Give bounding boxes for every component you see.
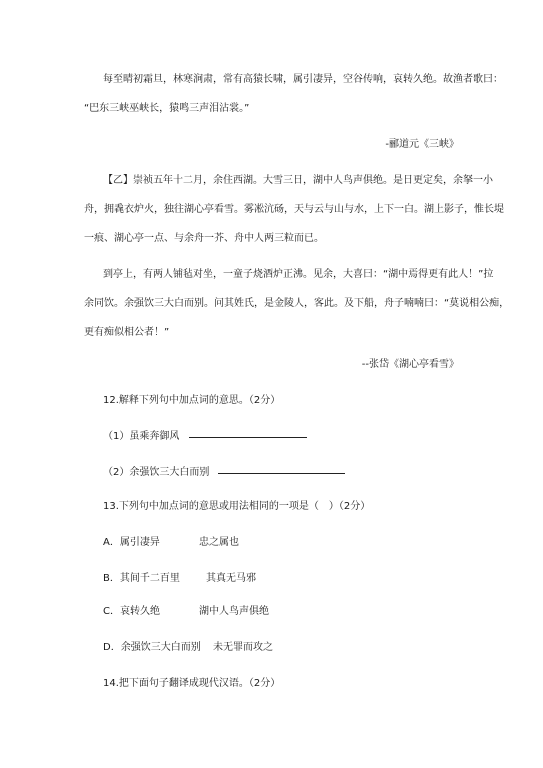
passage-line: “巴东三峡巫峡长，猿鸣三声泪沾裳。” xyxy=(84,103,250,114)
answer-blank[interactable] xyxy=(189,427,307,438)
passage-line: 【乙】崇祯五年十二月，余住西湖。大雪三日，湖中人鸟声俱绝。是日更定矣，余拏一小 xyxy=(103,175,493,186)
option-a-left: A．属引凄异 xyxy=(103,537,160,548)
passage-line: 更有痴似相公者！” xyxy=(84,327,170,338)
passage-line: 每至晴初霜旦，林寒涧肃，常有高猿长啸，属引凄异，空谷传响，哀转久绝。故渔者歌曰： xyxy=(103,74,503,85)
source-attribution: --张岱《湖心亭看雪》 xyxy=(361,359,459,370)
question-14: 14.把下面句子翻译成现代汉语。（2分） xyxy=(103,678,281,689)
answer-blank[interactable] xyxy=(218,463,345,474)
option-b-right: 其真无马邪 xyxy=(206,573,256,584)
question-12-item-1 xyxy=(103,430,179,444)
question-item-text: （1）虽乘奔御风 xyxy=(103,431,180,442)
passage-line: 舟，拥毳衣炉火，独往湖心亭看雪。雾凇沆砀，天与云与山与水，上下一白。湖上影子，惟长堤 xyxy=(84,204,504,215)
option-b xyxy=(103,572,180,586)
option-b-left: B．其间千二百里 xyxy=(103,573,180,584)
passage-line: 一痕、湖心亭一点、与余舟一芥、舟中人两三粒而已。 xyxy=(84,233,324,244)
passage-line: 到亭上，有两人铺毡对坐，一童子烧酒炉正沸。见余，大喜曰：“湖中焉得更有此人！”拉 xyxy=(103,269,494,280)
question-12-item-2 xyxy=(103,466,209,480)
question-13: 13.下列句中加点词的意思或用法相同的一项是（ ）（2分） xyxy=(103,501,371,512)
option-c-left: C．哀转久绝 xyxy=(103,606,160,617)
option-c-right: 湖中人鸟声俱绝 xyxy=(199,606,269,617)
option-a xyxy=(103,536,160,550)
question-12: 12.解释下列句中加点词的意思。（2分） xyxy=(103,395,281,406)
option-a-right: 忠之属也 xyxy=(199,537,239,548)
option-d-left: D．余强饮三大白而别 xyxy=(103,642,201,653)
passage-line: 余同饮。余强饮三大白而别。问其姓氏，是金陵人，客此。及下船，舟子喃喃曰：“莫说相公痴， xyxy=(84,298,510,309)
source-attribution: -郦道元《三峡》 xyxy=(385,139,459,150)
option-d xyxy=(103,641,201,655)
option-c xyxy=(103,605,160,619)
question-item-text: （2）余强饮三大白而别 xyxy=(103,467,210,478)
option-d-right: 未无罪而攻之 xyxy=(213,642,273,653)
